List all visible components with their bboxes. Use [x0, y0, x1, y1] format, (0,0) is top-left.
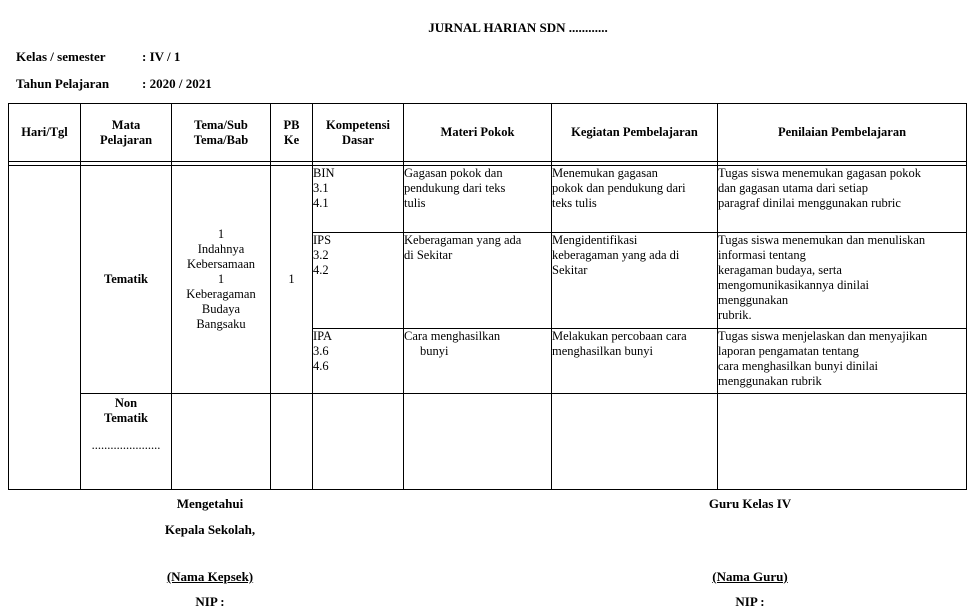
non-tematik-row	[9, 394, 967, 490]
penilaian-cell: Tugas siswa menemukan gagasan pokok dan gagasan utama dari setiap paragraf dinilai menggunakan rubric	[718, 166, 967, 232]
table-row	[9, 166, 967, 232]
header-penilaian: Penilaian Pembelajaran	[718, 104, 967, 162]
header-hari-tgl: Hari/Tgl	[9, 104, 81, 162]
tahun-pelajaran-line	[16, 76, 212, 92]
kegiatan-cell: Mengidentifikasi keberagaman yang ada di Sekitar	[552, 232, 718, 329]
header-kompetensi-dasar: Kompetensi Dasar	[313, 104, 404, 162]
nip-guru: NIP :	[735, 594, 765, 609]
mapel-non-tematik-cell: Non Tematik ......................	[81, 394, 172, 490]
kegiatan-cell: Menemukan gagasan pokok dan pendukung dari teks tulis	[552, 166, 718, 232]
tahun-value: : 2020 / 2021	[142, 76, 212, 91]
mapel-tematik-cell: Tematik	[81, 166, 172, 394]
kelas-label: Kelas / semester	[16, 49, 106, 64]
kegiatan-cell: Melakukan percobaan cara menghasilkan bunyi	[552, 329, 718, 394]
materi-cell: Keberagaman yang ada di Sekitar	[404, 232, 552, 329]
header-row	[9, 104, 967, 162]
pb-ke-cell: 1	[271, 166, 313, 394]
mengetahui-label: Mengetahui	[176, 496, 244, 511]
penilaian-cell: Tugas siswa menemukan dan menuliskan informasi tentang keragaman budaya, serta mengomunikasikannya dinilai menggunakan rubrik.	[718, 232, 967, 329]
materi-cell: Cara menghasilkan bunyi	[404, 329, 552, 394]
kelas-value: : IV / 1	[142, 49, 181, 64]
kd-cell: BIN 3.1 4.1	[313, 166, 404, 232]
nip-kepsek: NIP :	[195, 594, 225, 609]
header-tema: Tema/Sub Tema/Bab	[172, 104, 271, 162]
header-mata-pelajaran: Mata Pelajaran	[81, 104, 172, 162]
kd-cell: IPS 3.2 4.2	[313, 232, 404, 329]
header-pb-ke: PB Ke	[271, 104, 313, 162]
nama-kepsek: (Nama Kepsek)	[166, 569, 254, 584]
kepala-sekolah-label: Kepala Sekolah,	[164, 522, 256, 537]
header-kegiatan: Kegiatan Pembelajaran	[552, 104, 718, 162]
nama-guru: (Nama Guru)	[712, 569, 788, 584]
kelas-semester-line	[16, 49, 180, 65]
document-title: JURNAL HARIAN SDN ............	[428, 20, 608, 35]
materi-cell: Gagasan pokok dan pendukung dari teks tulis	[404, 166, 552, 232]
guru-kelas-label: Guru Kelas IV	[708, 496, 792, 511]
tema-cell: 1 Indahnya Kebersamaan 1 Keberagaman Budaya Bangsaku	[172, 166, 271, 394]
tahun-label: Tahun Pelajaran	[16, 76, 110, 91]
kd-cell: IPA 3.6 4.6	[313, 329, 404, 394]
header-materi-pokok: Materi Pokok	[404, 104, 552, 162]
hari-tgl-cell	[9, 166, 81, 490]
jurnal-table	[8, 103, 967, 490]
penilaian-cell: Tugas siswa menjelaskan dan menyajikan laporan pengamatan tentang cara menghasilkan bunyi dinilai menggunakan rubrik	[718, 329, 967, 394]
